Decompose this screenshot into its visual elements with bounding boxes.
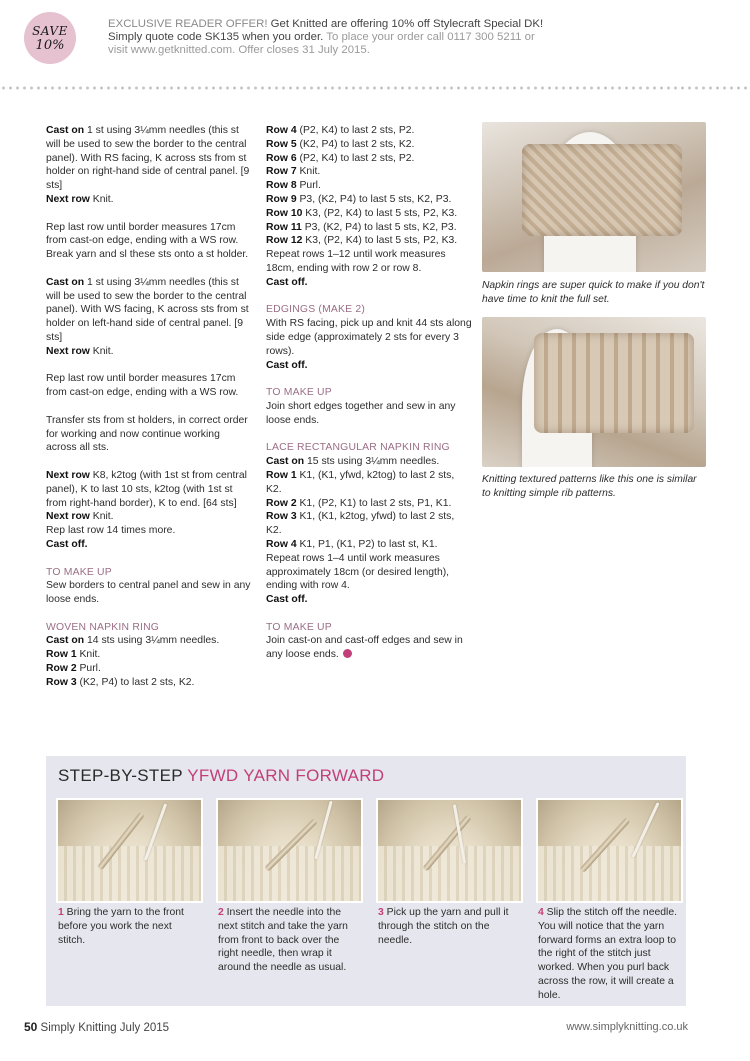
term-next-row: Next row: [46, 469, 90, 481]
term-cast-off: Cast off.: [266, 594, 308, 606]
step-2-text: [218, 906, 360, 975]
term-cast-on: Cast on: [266, 456, 305, 468]
offer-label: EXCLUSIVE READER OFFER!: [108, 18, 271, 30]
term-next-row: Next row: [46, 193, 90, 205]
photo-caption-2: Knitting textured patterns like this one is similar to knitting simple rib patterns.: [482, 474, 697, 499]
step-number: 1: [58, 907, 64, 918]
instruction-text: Knit.: [296, 166, 321, 178]
instruction-text: Purl.: [76, 663, 101, 675]
knitted-ring: [522, 144, 682, 236]
instruction-text: Purl.: [296, 180, 321, 192]
instruction-text: K3, (P2, K4) to last 5 sts, P2, K3.: [302, 235, 458, 247]
panel-title-technique: YFWD YARN FORWARD: [187, 766, 385, 785]
term-row: Row 9: [266, 193, 297, 205]
step-2-photo: [216, 798, 363, 903]
section-heading: TO MAKE UP: [266, 621, 332, 633]
instruction-paragraph: Sew borders to central panel and sew in any loose ends.: [46, 580, 251, 606]
term-row: Row 4: [266, 538, 297, 550]
instruction-text: Knit.: [89, 511, 114, 523]
panel-title-prefix: STEP-BY-STEP: [58, 766, 188, 785]
step-by-step-panel: [46, 756, 686, 1006]
instruction-text: Knit.: [89, 345, 114, 357]
term-row: Row 3: [266, 511, 297, 523]
panel-title: [58, 766, 384, 786]
offer-headline: Get Knitted are offering 10% off Stylecraft Special DK!: [270, 18, 544, 30]
instruction-paragraph: Repeat rows 1–12 until work measures 18cm, ending with row 2 or row 8.: [266, 249, 446, 274]
dotted-divider: [0, 86, 750, 90]
section-heading: TO MAKE UP: [46, 566, 112, 578]
step-3-text: [378, 906, 520, 947]
instruction-text: K1, (K1, yfwd, k2tog) to last 2 sts, K2.: [266, 469, 455, 495]
term-row: Row 10: [266, 207, 303, 219]
photo-caption-1: Napkin rings are super quick to make if you don't have time to knit the full set.: [482, 280, 705, 305]
instruction-text: 1 st using 3¼mm needles (this st will be used to sew the border to the central panel). With RS facing, K across sts from st holder on right-hand side of central panel. [9 sts]: [46, 125, 250, 192]
badge-line2: 10%: [35, 37, 65, 53]
term-row: Row 12: [266, 235, 303, 247]
instruction-paragraph: With RS facing, pick up and knit 44 sts along side edge (approximately 2 sts for every 3 rows).: [266, 318, 472, 357]
term-row: Row 7: [266, 166, 297, 178]
term-cast-on: Cast on: [46, 635, 85, 647]
section-heading: EDGINGS (MAKE 2): [266, 304, 366, 316]
instruction-text: K8, k2tog (with 1st st from central panel), K to last 10 sts, k2tog (with 1st st from right-hand border), K to end. [64 sts]: [46, 469, 247, 509]
term-row: Row 5: [266, 138, 297, 150]
step-instruction: Pick up the yarn and pull it through the stitch on the needle.: [378, 907, 509, 946]
instruction-paragraph: Join short edges together and sew in any loose ends.: [266, 400, 456, 426]
pattern-column-1: [46, 124, 251, 690]
step-number: 4: [538, 907, 544, 918]
term-row: Row 4: [266, 125, 297, 136]
step-number: 3: [378, 907, 384, 918]
napkin-ring-photo-1: [482, 122, 706, 272]
pattern-column-2: [266, 124, 472, 662]
offer-phone: To place your order call 0117 300 5211 or: [326, 31, 535, 43]
offer-code: Simply quote code SK135 when you order.: [108, 31, 327, 43]
reader-offer: [108, 18, 728, 57]
term-cast-off: Cast off.: [266, 276, 308, 288]
term-row: Row 11: [266, 221, 302, 233]
instruction-text: Knit.: [89, 193, 114, 205]
step-number: 2: [218, 907, 224, 918]
term-row: Row 8: [266, 180, 297, 192]
badge-line1: SAVE: [32, 23, 68, 38]
instruction-text: (P2, K4) to last 2 sts, P2.: [296, 125, 415, 136]
section-heading: TO MAKE UP: [266, 387, 332, 399]
term-cast-on: Cast on: [46, 125, 85, 136]
instruction-paragraph: Transfer sts from st holders, in correct order for working and now continue working across all sts.: [46, 414, 248, 454]
save-badge: [24, 12, 76, 64]
section-heading: WOVEN NAPKIN RING: [46, 621, 160, 633]
instruction-paragraph: Repeat rows 1–4 until work measures approximately 18cm (or desired length), ending with row 4.: [266, 552, 450, 592]
instruction-text: Join cast-on and cast-off edges and sew in any loose ends.: [266, 635, 463, 661]
instruction-text: (P2, K4) to last 2 sts, P2.: [296, 152, 415, 164]
step-4-text: [538, 906, 680, 1003]
step-3-photo: [376, 798, 523, 903]
instruction-text: K1, P1, (K1, P2) to last st, K1.: [296, 538, 438, 550]
term-next-row: Next row: [46, 345, 90, 357]
instruction-text: P3, (K2, P4) to last 5 sts, K2, P3.: [301, 221, 457, 233]
page-footer-left: [24, 1020, 169, 1034]
instruction-text: (K2, P4) to last 2 sts, K2.: [296, 138, 415, 150]
instruction-text: 14 sts using 3¼mm needles.: [84, 635, 220, 647]
instruction-text: Knit.: [76, 649, 101, 661]
term-cast-off: Cast off.: [266, 359, 308, 371]
instruction-paragraph: Rep last row 14 times more.: [46, 525, 176, 537]
step-instruction: Slip the stitch off the needle. You will notice that the yarn forward forms an extra loop to the right of the stitch just worked. When you purl back across the row, it will create a hole.: [538, 907, 678, 1001]
step-instruction: Insert the needle into the next stitch and take the yarn from front to back over the right needle, then wrap it around the needle as usual.: [218, 907, 348, 974]
term-row: Row 3: [46, 676, 77, 688]
instruction-text: K1, (K1, k2tog, yfwd) to last 2 sts, K2.: [266, 511, 455, 537]
step-4-photo: [536, 798, 683, 903]
step-instruction: Bring the yarn to the front before you work the next stitch.: [58, 907, 184, 946]
knitted-ring: [534, 333, 694, 433]
footer-website-link[interactable]: www.simplyknitting.co.uk: [566, 1021, 688, 1033]
napkin-ring-photo-2: [482, 317, 706, 467]
instruction-paragraph: Rep last row until border measures 17cm from cast-on edge, ending with a WS row. Break yarn and sl these sts onto a st holder.: [46, 221, 249, 261]
instruction-text: K1, (P2, K1) to last 2 sts, P1, K1.: [296, 497, 452, 509]
term-row: Row 1: [46, 649, 77, 661]
offer-website: visit www.getknitted.com. Offer closes 31 July 2015.: [108, 44, 370, 56]
page-number: 50: [24, 1020, 38, 1034]
step-1-photo: [56, 798, 203, 903]
instruction-text: P3, (K2, P4) to last 5 sts, K2, P3.: [296, 193, 452, 205]
term-row: Row 1: [266, 469, 297, 481]
term-row: Row 2: [266, 497, 297, 509]
step-1-text: [58, 906, 200, 947]
instruction-text: K3, (P2, K4) to last 5 sts, P2, K3.: [302, 207, 458, 219]
term-cast-on: Cast on: [46, 276, 85, 288]
term-next-row: Next row: [46, 511, 90, 523]
instruction-text: (K2, P4) to last 2 sts, K2.: [76, 676, 195, 688]
magazine-issue: Simply Knitting July 2015: [37, 1022, 170, 1034]
instruction-text: 1 st using 3¼mm needles (this st will be used to sew the border to the central panel). With WS facing, K across sts from st holder on left-hand side of central panel. [9 sts]: [46, 276, 249, 343]
section-heading: LACE RECTANGULAR NAPKIN RING: [266, 442, 450, 454]
term-row: Row 2: [46, 663, 77, 675]
yarn-ball-end-icon: [343, 649, 352, 658]
term-cast-off: Cast off.: [46, 538, 88, 550]
instruction-paragraph: Rep last row until border measures 17cm from cast-on edge, ending with a WS row.: [46, 373, 239, 399]
instruction-text: 15 sts using 3¼mm needles.: [304, 456, 440, 468]
term-row: Row 6: [266, 152, 297, 164]
